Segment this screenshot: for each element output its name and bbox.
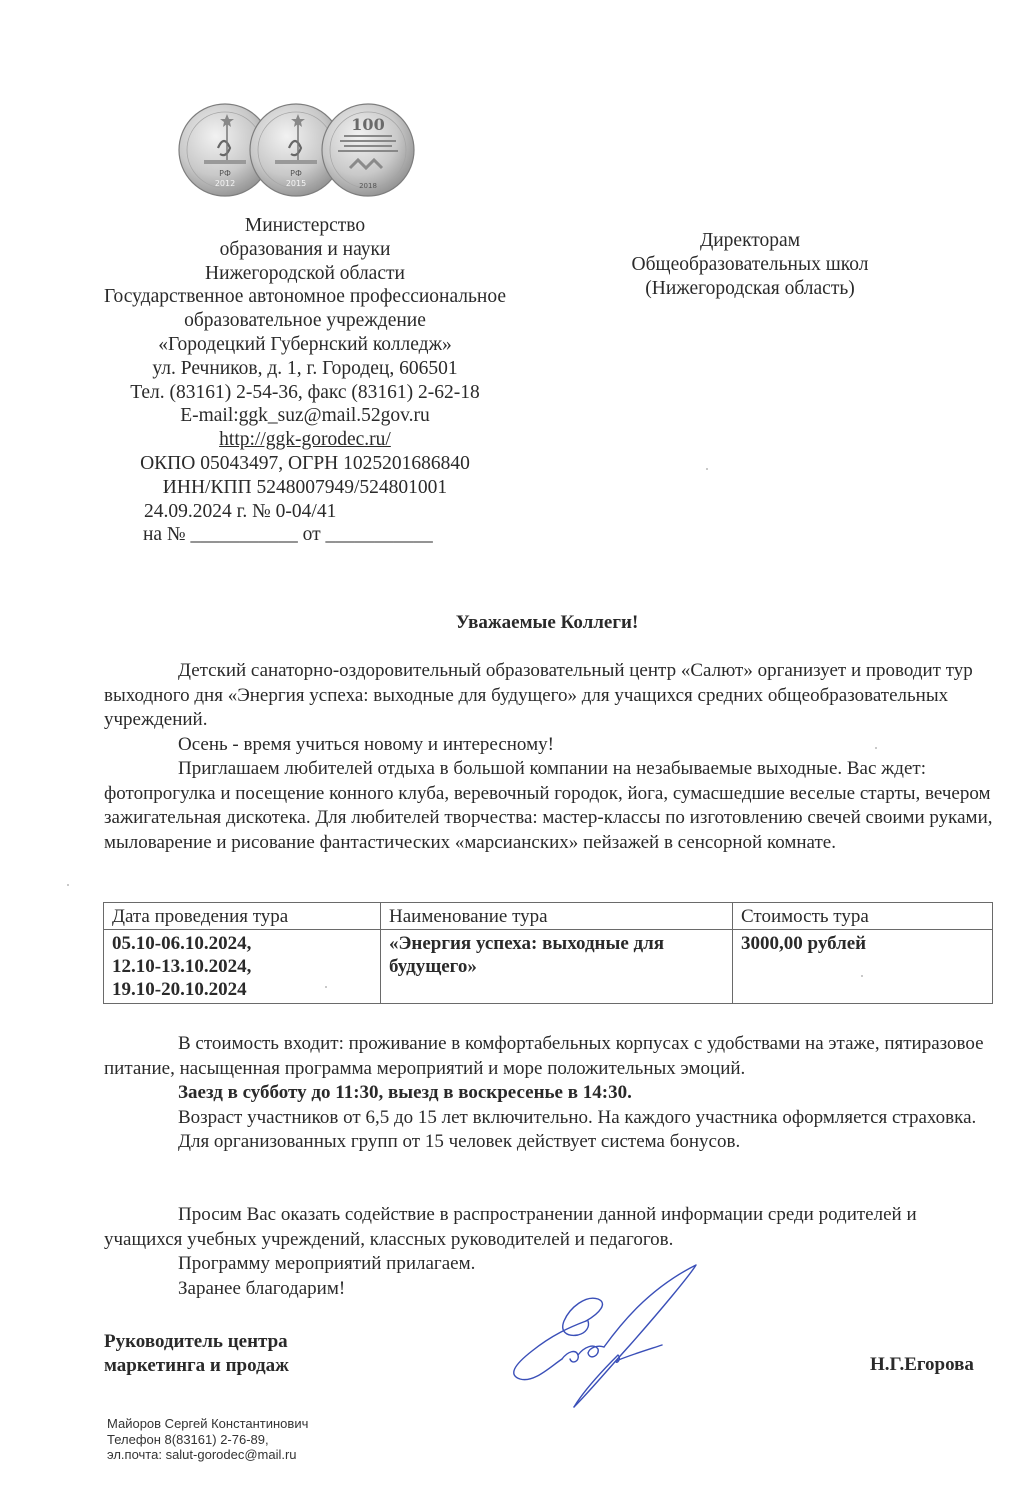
details-section — [104, 1032, 996, 1155]
organization-letterhead — [60, 214, 550, 547]
contact-email: эл.почта: salut-gorodec@mail.ru — [107, 1447, 297, 1462]
column-header-price: Стоимость тура — [733, 903, 993, 930]
letter-date-number: 24.09.2024 г. № 0-04/41 — [144, 500, 337, 522]
tour-table — [103, 902, 993, 1004]
org-phone: Тел. (83161) 2-54-36, факс (83161) 2-62-18 — [130, 381, 480, 403]
tour-date: 12.10-13.10.2024, — [112, 956, 252, 977]
tour-date: 05.10-06.10.2024, — [112, 933, 252, 954]
org-line: Государственное автономное профессиональное — [103, 286, 507, 308]
greeting: Уважаемые Коллеги! — [455, 612, 639, 633]
org-name: «Городецкий Губернский колледж» — [158, 333, 452, 355]
medal-country: РФ — [219, 169, 231, 178]
medal-2018 — [322, 104, 414, 196]
org-email: E-mail:ggk_suz@mail.52gov.ru — [180, 405, 430, 427]
paragraph: Возраст участников от 6,5 до 15 лет включительно. На каждого участника оформляется страховка. — [178, 1106, 977, 1128]
tour-date: 19.10-20.10.2024 — [112, 979, 247, 1000]
letter-reference: на № ___________ от ___________ — [143, 524, 433, 546]
paragraph: Программу мероприятий прилагаем. — [178, 1253, 476, 1274]
handwritten-signature — [490, 1255, 730, 1415]
paragraph: Детский санаторно-оздоровительный образовательный центр «Салют» организует и проводит тур выходного дня «Энергия успеха: выходные для будущего» для учащихся средних общеобразовательных учреждений. — [104, 660, 973, 730]
scan-speck — [67, 884, 69, 886]
paragraph: Приглашаем любителей отдыха в большой компании на незабываемые выходные. Вас ждет: фотопрогулка и посещение конного клуба, веревочный городок, йога, сумасшедшие веселые старты, вечером зажигательная дискотека. Для любителей творчества: мастер-классы по изготовлению свечей своими руками, мыловарение и рисование фантастических «марсианских» пейзажей в сенсорной комнате. — [104, 758, 993, 853]
column-header-date: Дата проведения тура — [104, 903, 381, 930]
org-line: образования и науки — [219, 238, 391, 260]
role-line: маркетинга и продаж — [104, 1355, 289, 1376]
table-row — [104, 930, 993, 1004]
recipient-block — [600, 229, 900, 301]
medal-year: 2018 — [359, 182, 377, 190]
scan-speck — [875, 747, 877, 749]
scan-speck — [706, 468, 708, 470]
intro-section — [104, 659, 996, 855]
award-medals — [178, 100, 418, 205]
org-tax-ids: ИНН/КПП 5248007949/524801001 — [162, 476, 448, 498]
recipient-line: (Нижегородская область) — [645, 278, 855, 299]
medal-year: 2012 — [214, 179, 236, 188]
medal-title: 100 — [351, 115, 385, 134]
signatory-role — [104, 1330, 289, 1378]
paragraph: Заранее благодарим! — [178, 1277, 346, 1299]
tour-price-cell: 3000,00 рублей — [733, 930, 993, 1004]
table-header-row — [104, 903, 993, 930]
paragraph: Просим Вас оказать содействие в распространении данной информации среди родителей и учащихся учебных учреждений, классных руководителей и педагогов. — [104, 1204, 917, 1250]
role-line: Руководитель центра — [104, 1331, 288, 1352]
org-line: образовательное учреждение — [184, 310, 426, 332]
contact-person: Майоров Сергей Константинович — [107, 1416, 309, 1431]
recipient-line: Директорам — [699, 230, 801, 251]
paragraph: Осень - время учиться новому и интересному! — [178, 733, 554, 755]
org-line: Министерство — [244, 215, 366, 236]
scan-speck — [861, 975, 863, 977]
org-address: ул. Речников, д. 1, г. Городец, 606501 — [152, 357, 458, 379]
scan-speck — [325, 986, 327, 988]
contact-info — [107, 1416, 308, 1463]
medal-country: РФ — [290, 169, 302, 178]
recipient-line: Общеобразовательных школ — [631, 254, 869, 275]
medal-year: 2015 — [285, 179, 307, 188]
tour-name-cell: «Энергия успеха: выходные для будущего» — [381, 930, 733, 1004]
org-line: Нижегородской области — [205, 262, 405, 284]
signatory-name: Н.Г.Егорова — [870, 1354, 974, 1375]
paragraph: В стоимость входит: проживание в комфортабельных корпусах с удобствами на этаже, пятиразовое питание, насыщенная программа мероприятий и море положительных эмоций. — [104, 1033, 984, 1079]
org-website-link[interactable]: http://ggk-gorodec.ru/ — [219, 429, 391, 451]
contact-phone: Телефон 8(83161) 2-76-89, — [107, 1431, 269, 1447]
org-registry: ОКПО 05043497, ОГРН 1025201686840 — [140, 452, 470, 474]
tour-dates-cell — [104, 930, 381, 1004]
paragraph: Для организованных групп от 15 человек действует система бонусов. — [178, 1131, 741, 1152]
checkin-checkout-paragraph: Заезд в субботу до 11:30, выезд в воскресенье в 14:30. — [178, 1082, 632, 1103]
column-header-name: Наименование тура — [381, 903, 733, 930]
